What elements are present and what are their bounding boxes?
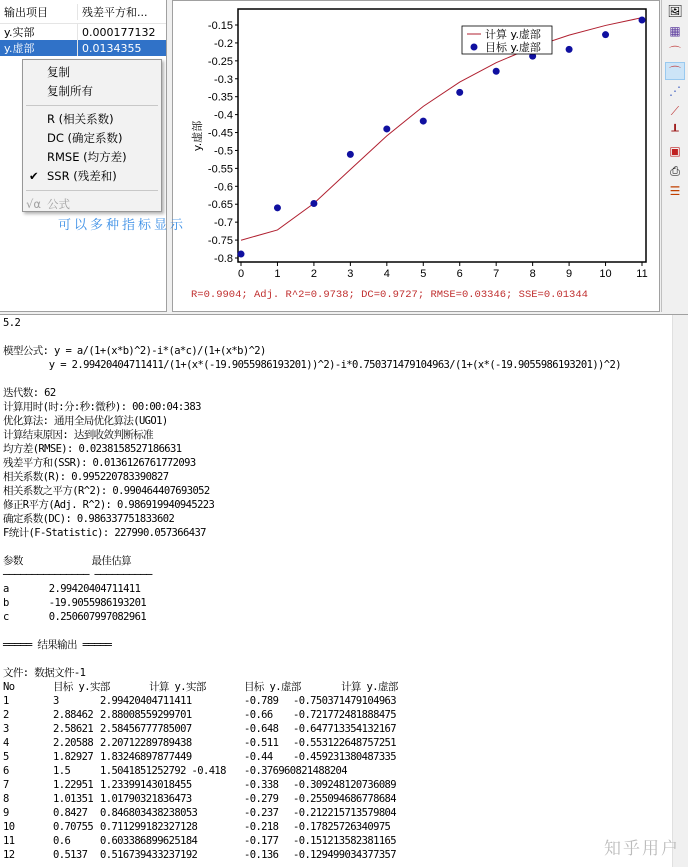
x-tick-label: 8	[529, 268, 536, 280]
x-tick-label: 11	[636, 268, 648, 280]
table-cell: 2.20712289789438	[100, 737, 192, 749]
table-row	[3, 778, 685, 792]
table-cell: 4	[3, 737, 9, 749]
table-cell: -0.750371479104963	[293, 695, 396, 707]
list-icon[interactable]: ☰	[669, 184, 681, 198]
table-cell: 6	[3, 765, 9, 777]
table-cell: 1	[3, 695, 9, 707]
table-cell: 11	[3, 835, 15, 847]
item-name: y.实部	[0, 24, 78, 40]
table-cell: 2	[3, 709, 9, 721]
y-tick-label: -0.2	[214, 37, 233, 50]
table-cell: 1.5	[53, 765, 71, 777]
y-tick-label: -0.25	[207, 55, 233, 68]
report-line: 残差平方和(SSR): 0.0136126761772093	[3, 457, 196, 469]
table-cell: -0.66	[244, 709, 273, 721]
target-point	[602, 31, 609, 38]
report-line	[3, 624, 685, 638]
menu-ssr[interactable]	[23, 167, 161, 186]
formula-icon: √α	[26, 197, 41, 211]
legend-label: 目标 y.虚部	[485, 41, 541, 54]
report-line: 模型公式: y = a/(1+(x*b)^2)-i*(a*c)/(1+(x*b)^2)	[3, 345, 266, 357]
list-item-selected[interactable]	[0, 40, 166, 56]
chart-icon[interactable]: 🖼	[667, 4, 683, 18]
report-line: 参数 最佳估算	[3, 555, 132, 567]
target-point	[274, 204, 281, 211]
item-value: 0.000177132	[82, 25, 156, 39]
menu-copy[interactable]: 复制	[47, 65, 70, 79]
col-no: No	[3, 681, 15, 693]
table-row	[3, 764, 685, 778]
col-calc-real: 计算 y.实部	[149, 681, 206, 693]
table-cell: 0.5137	[53, 849, 88, 861]
target-point	[456, 89, 463, 96]
table-cell: 0.603386899625184	[100, 835, 198, 847]
table-cell: -0.376960821488204	[244, 765, 347, 777]
menu-copy-all[interactable]: 复制所有	[47, 84, 93, 98]
table-cell: -0.44	[244, 751, 273, 763]
list-item[interactable]	[0, 24, 166, 40]
diagonal-icon[interactable]: ⟋	[670, 103, 680, 118]
x-tick-label: 0	[237, 268, 245, 280]
table-cell: -0.177	[244, 835, 279, 847]
table-row	[3, 820, 685, 834]
table-cell: 1.01351	[53, 793, 94, 805]
menu-r[interactable]: R (相关系数)	[47, 112, 114, 126]
table-cell: -0.721772481888475	[293, 709, 396, 721]
context-menu	[22, 59, 162, 212]
table-cell: -0.789	[244, 695, 279, 707]
col-target-imag: 目标 y.虚部	[244, 681, 301, 693]
legend-label: 计算 y.虚部	[485, 28, 541, 41]
table-cell: 3	[53, 695, 59, 707]
residual-icon[interactable]: ┸	[671, 124, 679, 138]
scatter-icon[interactable]: ⋰	[669, 84, 681, 98]
table-cell: -0.459231380487335	[293, 751, 396, 763]
menu-rmse[interactable]: RMSE (均方差)	[47, 150, 127, 164]
table-row	[3, 834, 685, 848]
table-row	[3, 708, 685, 722]
y-tick-label: -0.55	[207, 163, 233, 176]
report-line	[3, 330, 685, 344]
table-row	[3, 722, 685, 736]
x-tick-label: 3	[347, 268, 354, 280]
target-point	[347, 151, 354, 158]
menu-dc[interactable]: DC (确定系数)	[47, 131, 123, 145]
target-point	[639, 16, 646, 23]
report-line	[3, 372, 685, 386]
chart-toolbar	[661, 0, 688, 312]
fit-curve-icon[interactable]: ⌒	[665, 62, 685, 80]
chart-panel	[172, 0, 660, 312]
col-calc-imag: 计算 y.虚部	[341, 681, 398, 693]
table-cell: 2.58456777785007	[100, 723, 192, 735]
table-cell: 7	[3, 779, 9, 791]
y-tick-label: -0.75	[207, 235, 233, 248]
list-header	[0, 0, 166, 24]
report-line: ─────────────── ──────────	[3, 569, 152, 581]
table-cell: -0.136	[244, 849, 279, 861]
item-name: y.虚部	[0, 40, 78, 56]
header-output-item[interactable]: 输出项目	[0, 4, 78, 20]
report-line	[3, 540, 685, 554]
print-icon[interactable]: ⎙	[670, 163, 680, 178]
x-tick-label: 10	[599, 268, 612, 280]
y-axis-label: y.虚部	[191, 120, 204, 152]
table-cell: 1.83246897877449	[100, 751, 192, 763]
table-cell: 0.711299182327128	[100, 821, 198, 833]
report-line: ═════ 结果输出 ═════	[3, 639, 112, 651]
table-cell: 3	[3, 723, 9, 735]
report-line: 优化算法: 通用全局优化算法(UGO1)	[3, 415, 168, 427]
target-point	[566, 46, 573, 53]
table-cell: -0.648	[244, 723, 279, 735]
table-row	[3, 848, 685, 862]
table-cell: 2.58621	[53, 723, 94, 735]
report-line: 相关系数之平方(R^2): 0.990464407693052	[3, 485, 210, 497]
plot-frame	[238, 9, 646, 262]
x-tick-label: 7	[493, 268, 500, 280]
table-cell: 1.22951	[53, 779, 94, 791]
vertical-scrollbar[interactable]	[672, 315, 688, 867]
x-tick-label: 5	[420, 268, 427, 280]
table-cell: -0.218	[244, 821, 279, 833]
target-point	[420, 118, 427, 125]
table-cell: -0.212215713579804	[293, 807, 396, 819]
report-line: 计算用时(时:分:秒:微秒): 00:00:04:383	[3, 401, 201, 413]
y-tick-label: -0.7	[214, 217, 233, 230]
table-cell: -0.129499034377357	[293, 849, 396, 861]
report-line: 5.2	[3, 317, 21, 329]
x-tick-label: 2	[310, 268, 317, 280]
table-row	[3, 750, 685, 764]
target-point	[238, 251, 245, 258]
report-line	[3, 652, 685, 666]
table-cell: -0.511	[244, 737, 279, 749]
table-cell: -0.255094686778684	[293, 793, 396, 805]
annotation-hint: 可以多种指标显示	[58, 218, 187, 233]
report-line: 均方差(RMSE): 0.0238158527186631	[3, 443, 182, 455]
watermark: 知乎用户	[604, 839, 680, 859]
table-cell: -0.279	[244, 793, 279, 805]
table-cell: 1.23399143018455	[100, 779, 192, 791]
check-icon: ✔	[29, 169, 39, 183]
menu-separator	[26, 105, 158, 106]
report-line: a 2.99420404711411	[3, 583, 141, 595]
report-line: 文件: 数据文件-1	[3, 667, 86, 679]
table-cell: 2.88462	[53, 709, 94, 721]
table-cell: 5	[3, 751, 9, 763]
table-row	[3, 806, 685, 820]
table-cell: 0.846803438238053	[100, 807, 198, 819]
menu-separator	[26, 190, 158, 191]
table-cell: 1.01790321836473	[100, 793, 192, 805]
x-tick-label: 4	[383, 268, 390, 280]
table-cell: 0.8427	[53, 807, 88, 819]
item-value: 0.0134355	[82, 41, 142, 55]
target-point	[383, 125, 390, 132]
report-line: 相关系数(R): 0.995220783390827	[3, 471, 169, 483]
y-tick-label: -0.35	[207, 91, 233, 104]
target-point	[310, 200, 317, 207]
report-line: c 0.250607997082961	[3, 611, 147, 623]
report-line: 迭代数: 62	[3, 387, 56, 399]
table-cell: 2.99420404711411	[100, 695, 192, 707]
target-point	[493, 68, 500, 75]
table-cell: 2.20588	[53, 737, 94, 749]
report-line: 计算结束原因: 达到收敛判断标准	[3, 429, 154, 441]
table-header	[3, 680, 685, 694]
table-cell: 8	[3, 793, 9, 805]
table-cell: 0.6	[53, 835, 71, 847]
table-cell: -0.151213582381165	[293, 835, 396, 847]
menu-formula	[23, 195, 161, 214]
table-row	[3, 694, 685, 708]
y-tick-label: -0.5	[214, 145, 233, 158]
x-tick-label: 9	[566, 268, 573, 280]
table-cell: 9	[3, 807, 9, 819]
table-cell: 0.516739433237192	[100, 849, 198, 861]
table-row	[3, 736, 685, 750]
table-cell: -0.309248120736089	[293, 779, 396, 791]
data-icon[interactable]: ▦	[669, 24, 681, 38]
fit-statistics: R=0.9904; Adj. R^2=0.9738; DC=0.9727; RMSE=0.03346; SSE=0.01344	[191, 289, 588, 301]
y-tick-label: -0.3	[214, 73, 233, 86]
y-tick-label: -0.65	[207, 199, 233, 212]
y-tick-label: -0.8	[214, 253, 233, 265]
table-cell: -0.17825726340975	[293, 821, 391, 833]
menu-ssr-label: SSR (残差和)	[47, 169, 117, 183]
table-cell: 1.82927	[53, 751, 94, 763]
curve-icon[interactable]: ⌒	[668, 44, 681, 59]
report-line: F统计(F-Statistic): 227990.057366437	[3, 527, 206, 539]
table-cell: 10	[3, 821, 15, 833]
y-tick-label: -0.6	[214, 181, 233, 194]
header-ssr[interactable]: 残差平方和...	[82, 5, 148, 19]
report-line: b -19.9055986193201	[3, 597, 147, 609]
x-tick-label: 6	[456, 268, 463, 280]
report-line: 修正R平方(Adj. R^2): 0.986919940945223	[3, 499, 215, 511]
table-cell: 12	[3, 849, 15, 861]
table-cell: -0.237	[244, 807, 279, 819]
y-tick-label: -0.4	[214, 109, 233, 122]
legend-point-swatch	[471, 44, 478, 51]
table-cell: -0.553122648757251	[293, 737, 396, 749]
table-cell: -0.338	[244, 779, 279, 791]
table-cell: 1.5041851252792 -0.418	[100, 765, 226, 777]
table-cell: 2.88008559299701	[100, 709, 192, 721]
report-line: y = 2.99420404711411/(1+(x*(-19.9055986193201))^2)-i*0.750371479104963/(1+(x*(-19.9055986193201))^2)	[3, 359, 621, 371]
menu-formula-label: 公式	[47, 197, 70, 211]
table-row	[3, 792, 685, 806]
x-tick-label: 1	[274, 268, 281, 280]
table-cell: 0.70755	[53, 821, 94, 833]
table-cell: -0.647713354132167	[293, 723, 396, 735]
y-tick-label: -0.45	[207, 127, 233, 140]
y-tick-label: -0.15	[207, 20, 233, 32]
report-text-area[interactable]	[0, 314, 688, 867]
col-target-real: 目标 y.实部	[53, 681, 110, 693]
chart-svg	[173, 1, 659, 311]
save-icon[interactable]: ▣	[669, 144, 681, 158]
report-line: 确定系数(DC): 0.986337751833602	[3, 513, 175, 525]
